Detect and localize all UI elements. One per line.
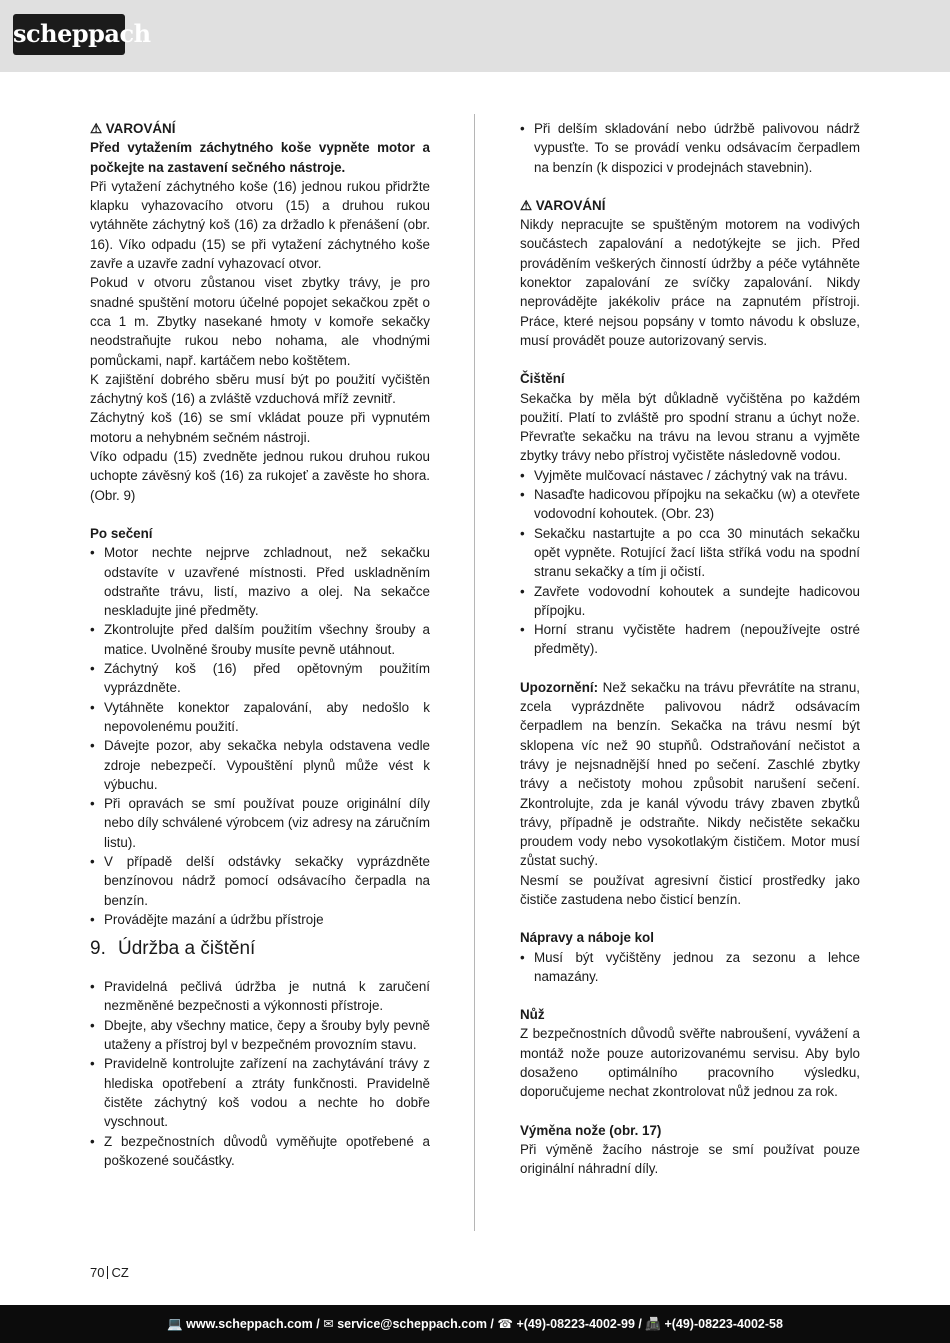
paragraph: Pokud v otvoru zůstanou viset zbytky trávy, je pro snadné spuštění motoru účelné popojet sekačkou zpět o cca 1 m. Zbytky nasekané hmoty v komoře sekačky neodstraňujte rukou nebo nohama, ale vhodnými pomůckami, např. kartáčem nebo koštětem. — [90, 275, 430, 368]
cleaning-title: Čištění — [520, 371, 565, 387]
warning-heading — [90, 119, 430, 138]
warning-icon: ⚠ — [520, 197, 533, 213]
list-item: • Dávejte pozor, aby sekačka nebyla odstavena vedle zdroje nebezpečí. Vypouštění plynů může vést k výbuchu. — [90, 736, 430, 794]
list-item: • Záchytný koš (16) před opětovným použitím vyprázdněte. — [90, 659, 430, 698]
warning-title: VAROVÁNÍ — [105, 121, 176, 136]
knife-title: Nůž — [520, 1007, 545, 1023]
list-item: • Pravidelně kontrolujte zařízení na zachytávání trávy z hlediska opotřebení a ztráty funkčnosti. Pravidelně čistěte záchytný koš vodou a nechte ho dobře vyschnout. — [90, 1054, 430, 1131]
computer-icon: 💻 — [167, 1317, 183, 1331]
knife-text: Z bezpečnostních důvodů svěřte nabroušení, vyvážení a montáž nože pouze autorizovanému servisu. Aby bylo dosaženo optimálního pracovního výsledku, doporučujeme nechat zkontrolovat nůž jednou za rok. — [520, 1026, 860, 1100]
page-language: CZ — [111, 1265, 129, 1280]
list-item: • Pravidelná pečlivá údržba je nutná k zaručení nezměněné bezpečnosti a výkonnosti přístroje. — [90, 977, 430, 1016]
after-mowing-title: Po sečení — [90, 525, 153, 541]
warning-heading — [520, 196, 860, 215]
page-number-value: 70 — [90, 1265, 105, 1280]
list-item: • Provádějte mazání a údržbu přístroje — [90, 910, 430, 929]
cleaning-list — [520, 466, 860, 659]
paragraph: K zajištění dobrého sběru musí být po použití vyčištěn záchytný koš (16) a zvláště vzduchová mříž zevnitř. — [90, 371, 430, 407]
section-title: Údržba a čištění — [118, 938, 256, 960]
list-item: • Zkontrolujte před dalším použitím všechny šrouby a matice. Uvolněné šrouby musíte pevně utáhnout. — [90, 620, 430, 659]
right-column — [520, 119, 860, 1179]
blade-change-title: Výměna nože (obr. 17) — [520, 1122, 662, 1138]
paragraph: Při vytažení záchytného koše (16) jednou rukou přidržte klapku vyhazovacího otvoru (15) a druhou rukou vytáhněte záchytný koš (16) za držadlo k přenášení (obr. 16). Víko odpadu (15) se při vytažení záchytného koše zavře a uzavře zadní vyhazovací otvor. — [90, 178, 430, 272]
mail-icon: ✉ — [323, 1317, 334, 1331]
warning-bold-text: Před vytažením záchytného koše vypněte motor a počkejte na zastavení sečného nástroje. — [90, 140, 430, 175]
left-column — [90, 119, 430, 1170]
cleaning-text: Sekačka by měla být důkladně vyčištěna po každém použití. Platí to zvláště pro spodní stranu a úchyt nože. Převraťte sekačku na trávu na levou stranu a vyjměte zbytky trávy nebo přístroj vyčistěte následovně vodou. — [520, 390, 860, 464]
list-item: • Musí být vyčištěny jednou za sezonu a lehce namazány. — [520, 948, 860, 987]
notice-text: Než sekačku na trávu převrátíte na stranu, zcela vyprázdněte palivovou nádrž odsávacím čerpadlem na benzín. Sekačka na trávu nesmí být sklopena víc než 90 stupňů. Odstraňování nečistot a trávy je nejsnadnější hned po sečení. Zaschlé zbytky trávy a nečistoty mohou způsobit narušení sečení. Zkontrolujte, zda je kanál vývodu trávy zbaven zbytků trávy, případně je odstraňte. Nikdy nečistěte sekačku proudem vody nebo vysokotlakým čističem. Motor musí zůstat suchý. — [520, 679, 860, 869]
list-item: • Horní stranu vyčistěte hadrem (nepoužívejte ostré předměty). — [520, 620, 860, 659]
section-number: 9. — [90, 938, 106, 960]
page-footer — [0, 1305, 950, 1343]
page-number — [90, 1265, 129, 1280]
footer-phone: +(49)-08223-4002-99 / — [516, 1317, 642, 1331]
list-item: • Dbejte, aby všechny matice, čepy a šrouby byly pevně utaženy a přístroj byl v bezpečném provozním stavu. — [90, 1016, 430, 1055]
maintenance-list — [90, 977, 430, 1170]
list-item: • Sekačku nastartujte a po cca 30 minutách sekačku opět vypněte. Rotující žací lišta stříká vodu na spodní stranu sekačky a tím ji očistí. — [520, 524, 860, 582]
footer-fax: +(49)-08223-4002-58 — [664, 1317, 783, 1331]
warning-title: VAROVÁNÍ — [535, 197, 606, 213]
axles-title: Nápravy a náboje kol — [520, 930, 654, 946]
list-item: • V případě delší odstávky sekačky vyprázdněte benzínovou nádrž pomocí odsávacího čerpadla na benzín. — [90, 852, 430, 910]
storage-list — [520, 119, 860, 177]
scheppach-logo: scheppach — [13, 14, 125, 55]
footer-email-link[interactable]: service@scheppach.com / — [337, 1317, 494, 1331]
list-item: • Nasaďte hadicovou přípojku na sekačku (w) a otevřete vodovodní kohoutek. (Obr. 23) — [520, 485, 860, 524]
axles-list — [520, 948, 860, 987]
footer-web-link[interactable]: www.scheppach.com / — [186, 1317, 320, 1331]
notice-text-2: Nesmí se používat agresivní čisticí prostředky jako čističe zastudena nebo čisticí benzín. — [520, 872, 860, 907]
warning-text: Nikdy nepracujte se spuštěným motorem na vodivých součástech zapalování a nedotýkejte se jich. Před prováděním veškerých činností údržby a péče vytáhněte konektor zapalování ze svíčky zapalování. Nikdy neprovádějte jakékoliv práce na zapnutém přístroji. Práce, které nejsou popsány v tomto návodu k obsluze, musí provádět pouze autorizovaný servis. — [520, 217, 860, 348]
fax-icon: 📠 — [645, 1317, 661, 1331]
list-item: • Z bezpečnostních důvodů vyměňujte opotřebené a poškozené součástky. — [90, 1132, 430, 1171]
list-item: • Vyjměte mulčovací nástavec / záchytný vak na trávu. — [520, 466, 860, 485]
list-item: • Vytáhněte konektor zapalování, aby nedošlo k nepovolenému použití. — [90, 698, 430, 737]
list-item: • Zavřete vodovodní kohoutek a sundejte hadicovou přípojku. — [520, 582, 860, 621]
section-heading — [90, 929, 430, 961]
warning-icon: ⚠ — [90, 121, 103, 136]
phone-icon: ☎ — [497, 1317, 513, 1331]
after-mowing-list — [90, 543, 430, 929]
paragraph: Záchytný koš (16) se smí vkládat pouze při vypnutém motoru a nehybném sečném nástroji. — [90, 410, 430, 445]
notice-label: Upozornění: — [520, 679, 599, 695]
list-item: • Při delším skladování nebo údržbě palivovou nádrž vypusťte. To se provádí venku odsávacím čerpadlem na benzín (k dispozici v prodejnách stavebnin). — [520, 119, 860, 177]
list-item: • Motor nechte nejprve zchladnout, než sekačku odstavíte v uzavřené místnosti. Před uskladněním odstraňte trávu, listí, mazivo a olej. Na sekačce neskladujte jiné předměty. — [90, 543, 430, 620]
blade-change-text: Při výměně žacího nástroje se smí používat pouze originální náhradní díly. — [520, 1141, 860, 1177]
paragraph: Víko odpadu (15) zvedněte jednou rukou druhou rukou uchopte závěsný koš (16) za rukojeť a zavěste ho shora. (Obr. 9) — [90, 449, 430, 503]
notice-paragraph — [520, 678, 860, 871]
list-item: • Při opravách se smí používat pouze originální díly nebo díly schválené výrobcem (viz adresy na záručním listu). — [90, 794, 430, 852]
column-divider — [474, 114, 475, 1231]
page-header — [0, 0, 950, 72]
